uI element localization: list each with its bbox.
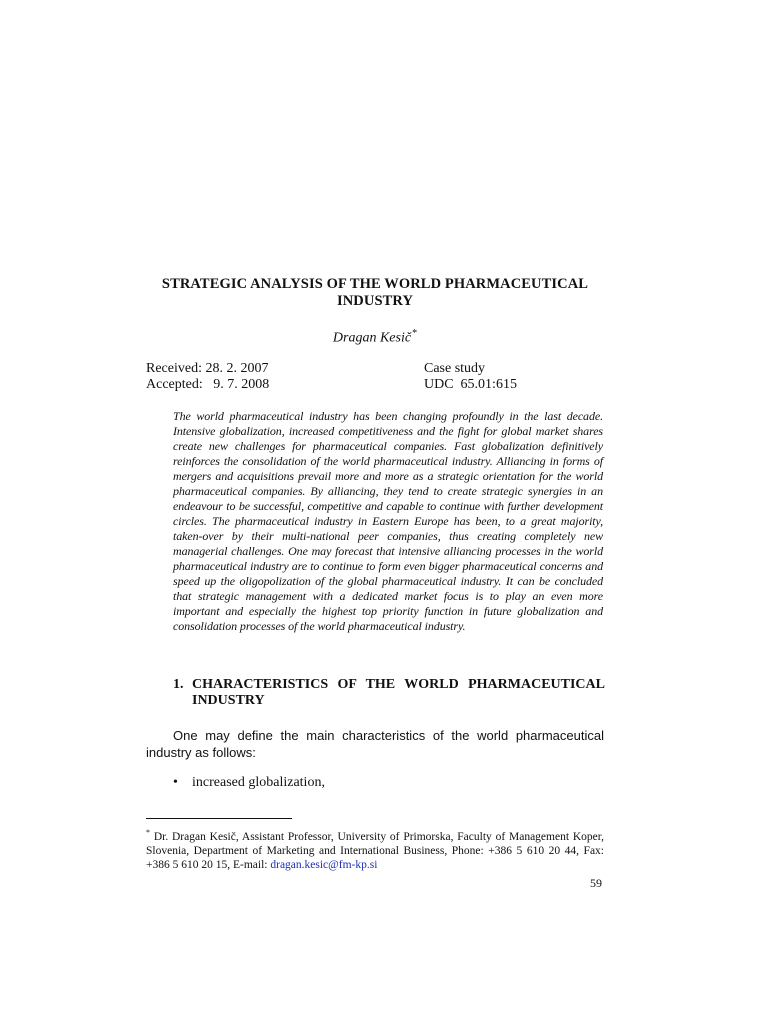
accepted-date: Accepted: 9. 7. 2008 <box>146 377 270 392</box>
title-line-1: STRATEGIC ANALYSIS OF THE WORLD PHARMACEUTICAL <box>161 276 589 292</box>
bullet-text: increased globalization, <box>192 775 325 790</box>
section-heading <box>173 677 605 709</box>
footnote-email-link[interactable]: dragan.kesic@fm-kp.si <box>270 858 378 871</box>
abstract: The world pharmaceutical industry has been changing profoundly in the last decade. Intensive globalization, increased competitiveness and the fight for global market shares create new challenges for pharmaceutical companies. Fast globalization definitively reinforces the consolidation of the world pharmaceutical industry. Alliancing in forms of mergers and acquisitions prevail more and more as a strategic orientation for the world pharmaceutical companies. By alliancing, they tend to create strategic synergies in an endeavour to be successful, competitive and capable to continue with further development circles. The pharmaceutical industry in Eastern Europe has been, to a great majority, taken-over by their multi-national peer companies, thus creating completely new managerial challenges. One may forecast that intensive alliancing processes in the world pharmaceutical industry are to continue to form even bigger pharmaceutical concerns and speed up the oligopolization of the global pharmaceutical industry. It can be concluded that strategic management with a dedicated market focus is to play an even more important and especially the highest top priority function in future globalization and consolidation processes of the world pharmaceutical industry. <box>173 409 603 633</box>
author-text: Dragan Kesič <box>332 330 412 346</box>
body-paragraph: One may define the main characteristics of the world pharmaceutical industry as follows: <box>146 728 604 760</box>
paper-type: Case study <box>424 361 486 376</box>
dates-block <box>146 361 269 393</box>
received-date: Received: 28. 2. 2007 <box>146 361 269 376</box>
page-number: 59 <box>590 876 602 890</box>
classification-block <box>424 361 517 393</box>
footnote-mark: * <box>146 828 150 837</box>
section-number: 1. <box>173 677 184 692</box>
author-footnote-mark[interactable]: * <box>412 328 418 339</box>
footnote-divider <box>146 818 292 819</box>
author-name <box>146 328 604 347</box>
paper-title <box>146 276 604 310</box>
footnote-text: Dr. Dragan Kesič, Assistant Professor, University of Primorska, Faculty of Management Koper, Slovenia, Department of Marketing and International Business, Phone: +386 5 610 20 44, Fax: +386 5 610 20 15, E-mail: <box>146 830 604 871</box>
bullet-item <box>173 775 325 791</box>
section-heading-text-1: CHARACTERISTICS OF THE WORLD PHARMACEUTICAL <box>192 677 605 692</box>
section-heading-line-2: INDUSTRY <box>192 693 265 708</box>
section-heading-line-1 <box>173 677 605 693</box>
title-line-2: INDUSTRY <box>336 293 414 309</box>
footnote <box>146 826 604 872</box>
udc-code: UDC 65.01:615 <box>424 377 517 392</box>
bullet-icon: • <box>173 775 178 790</box>
